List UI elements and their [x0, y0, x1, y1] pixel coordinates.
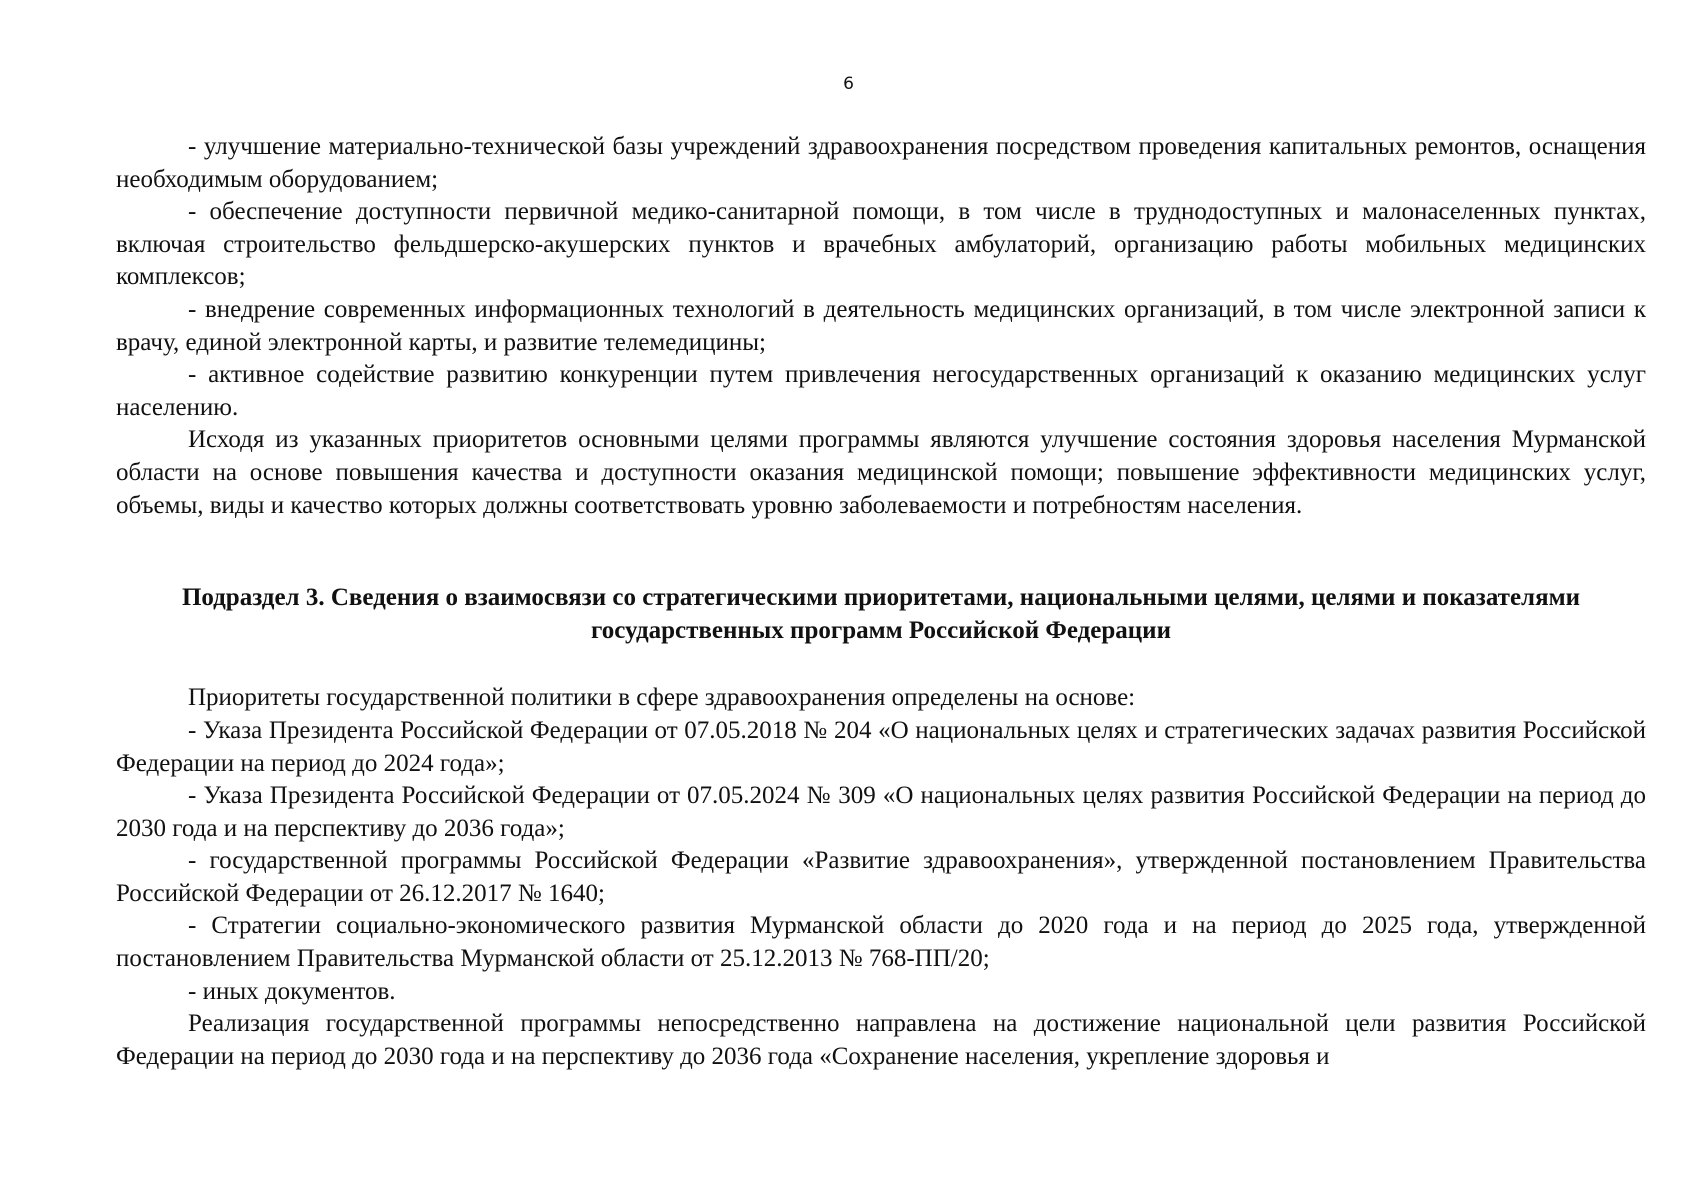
- subsection-heading: Подраздел 3. Сведения о взаимосвязи со стратегическими приоритетами, национальными целями, целями и показателями государственных программ Российской Федерации: [181, 584, 1581, 644]
- paragraph-decree-204: - Указа Президента Российской Федерации от 07.05.2018 № 204 «О национальных целях и стратегических задачах развития Российской Федерации на период до 2024 года»;: [116, 716, 1646, 777]
- paragraph-program-implementation: Реализация государственной программы непосредственно направлена на достижение национальной цели развития Российской Федерации на период до 2030 года и на перспективу до 2036 года «Сохранение населения, укрепление здоровья и: [116, 1010, 1646, 1070]
- paragraph-competition: - активное содействие развитию конкуренции путем привлечения негосударственных организаций к оказанию медицинских услуг населению.: [116, 361, 1646, 421]
- paragraph-decree-309: - Указа Президента Российской Федерации от 07.05.2024 № 309 «О национальных целях развития Российской Федерации на период до 2030 года и на перспективу до 2036 года»;: [116, 782, 1646, 842]
- paragraph-program-goals: Исходя из указанных приоритетов основными целями программы являются улучшение состояния здоровья населения Мурманской области на основе повышения качества и доступности оказания медицинской помощи; повышение эффективности медицинских услуг, объемы, виды и качество которых должны соответствовать уровню заболеваемости и потребностям населения.: [116, 426, 1646, 519]
- paragraph-information-technologies: - внедрение современных информационных технологий в деятельность медицинских организаций, в том числе электронной записи к врачу, единой электронной карты, и развитие телемедицины;: [116, 295, 1646, 356]
- page-number: 6: [843, 74, 854, 94]
- paragraph-priorities-intro: Приоритеты государственной политики в сфере здравоохранения определены на основе:: [188, 684, 1136, 712]
- paragraph-other-documents: - иных документов.: [188, 977, 396, 1005]
- paragraph-state-program-1640: - государственной программы Российской Федерации «Развитие здравоохранения», утвержденной постановлением Правительства Российской Федерации от 26.12.2017 № 1640;: [116, 847, 1646, 907]
- document-body: [116, 131, 1646, 1073]
- paragraph-material-base: - улучшение материально-технической базы учреждений здравоохранения посредством проведения капитальных ремонтов, оснащения необходимым оборудованием;: [116, 133, 1646, 193]
- paragraph-murmansk-strategy: - Стратегии социально-экономического развития Мурманской области до 2020 года и на период до 2025 года, утвержденной постановлением Правительства Мурманской области от 25.12.2013 № 768-ПП/20;: [116, 912, 1646, 973]
- heading-spacer: [116, 647, 1646, 682]
- paragraph-primary-care-access: - обеспечение доступности первичной медико-санитарной помощи, в том числе в труднодоступных и малонаселенных пунктах, включая строительство фельдшерско-акушерских пунктов и врачебных амбулаторий, организацию работы мобильных медицинских комплексов;: [116, 198, 1646, 291]
